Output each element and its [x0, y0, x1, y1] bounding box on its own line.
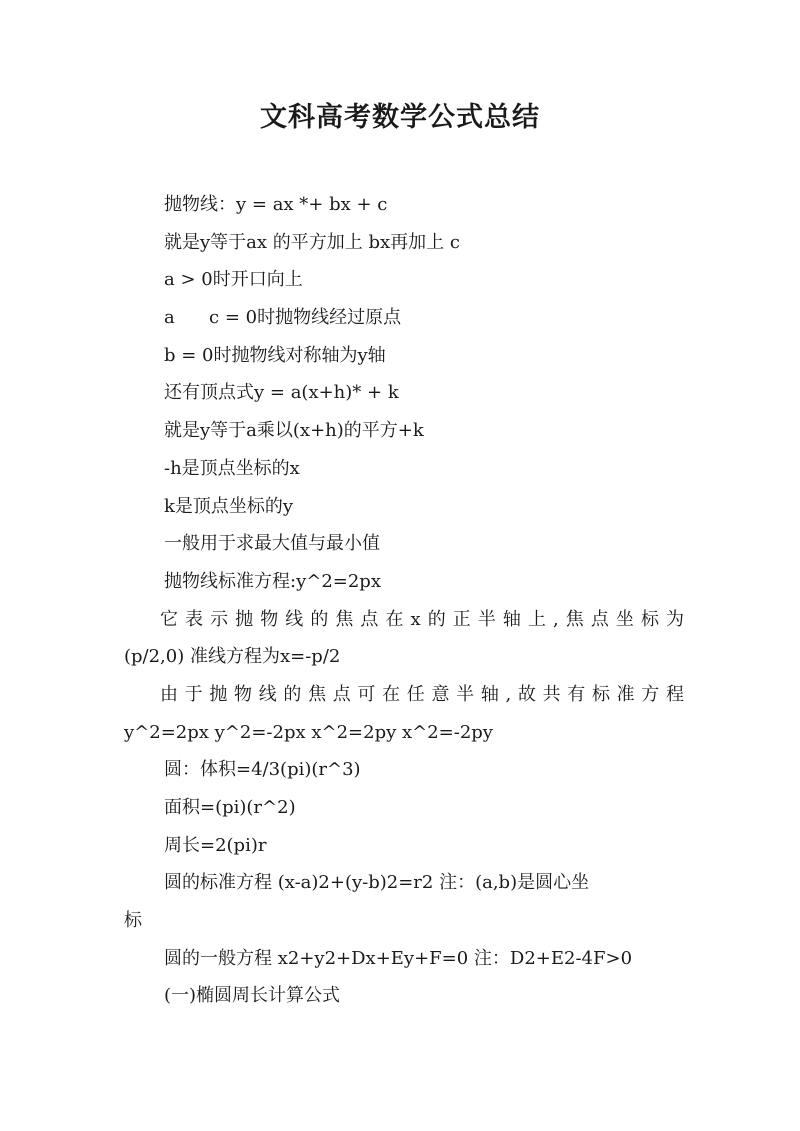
text-line: 圆的标准方程 (x-a)2+(y-b)2=r2 注：(a,b)是圆心坐 — [164, 872, 590, 894]
text-line: y^2=2px y^2=-2px x^2=2py x^2=-2py — [124, 721, 493, 743]
text-line: 还有顶点式y = a(x+h)* + k — [164, 382, 399, 404]
text-line: 由于抛物线的焦点可在任意半轴,故共有标准方程 — [160, 683, 686, 705]
text-line: 圆：体积=4/3(pi)(r^3) — [164, 759, 361, 781]
text-line: -h是顶点坐标的x — [164, 457, 300, 479]
text-line: a c = 0时抛物线经过原点 — [164, 307, 402, 329]
text-line: 就是y等于ax 的平方加上 bx再加上 c — [164, 231, 460, 253]
text-line: 一般用于求最大值与最小值 — [164, 533, 380, 555]
text-line: 就是y等于a乘以(x+h)的平方+k — [164, 420, 424, 442]
text-line: k是顶点坐标的y — [164, 495, 294, 517]
text-line: 抛物线：y = ax *+ bx + c — [164, 194, 388, 215]
document-body — [124, 186, 686, 1015]
text-line: (一)椭圆周长计算公式 — [164, 985, 341, 1007]
document-title: 文科高考数学公式总结 — [260, 102, 540, 133]
text-line: a > 0时开口向上 — [164, 269, 303, 291]
text-line: 面积=(pi)(r^2) — [164, 797, 296, 818]
text-line: 周长=2(pi)r — [164, 834, 267, 856]
text-line: 抛物线标准方程:y^2=2px — [164, 570, 381, 592]
text-line: 它表示抛物线的焦点在x的正半轴上,焦点坐标为 — [160, 608, 686, 630]
text-line: b = 0时抛物线对称轴为y轴 — [164, 344, 386, 366]
text-line: (p/2,0) 准线方程为x=-p/2 — [124, 646, 341, 668]
text-line: 圆的一般方程 x2+y2+Dx+Ey+F=0 注：D2+E2-4F>0 — [164, 947, 633, 969]
text-line: 标 — [124, 910, 142, 932]
